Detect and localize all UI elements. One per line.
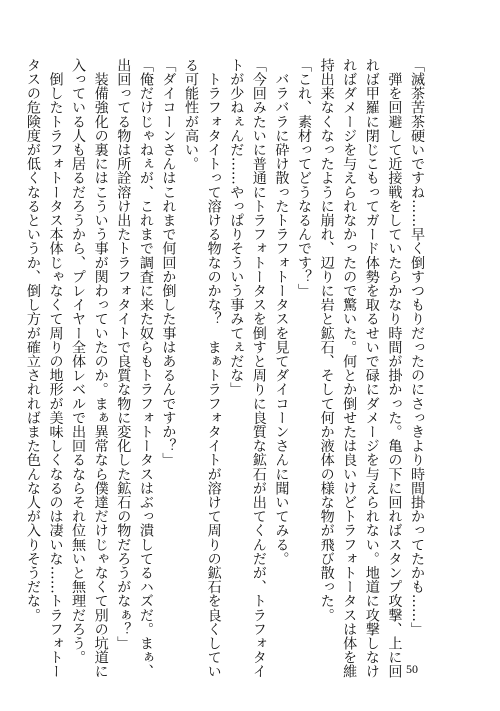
text-line: 倒したトラフォトータス本体じゃなくて周りの地形が美味しくなるのは凄いな……トラフォトー: [47, 58, 64, 679]
text-line: 弾を回避して近接戦をしていたらかなり時間が掛かった。亀の下に回ればスタンプ攻撃、上に回: [386, 58, 403, 679]
text-line: 「ダイコーンさんはこれまで何回か倒した事はあるんですか？」: [160, 58, 177, 467]
text-line: れば甲羅に閉じこもってガード体勢を取るせいで碌にダメージを与えられない。地道に攻撃しなけ: [363, 58, 380, 679]
text-line: トが少ねぇんだ……やっぱりそういう事みてぇだな」: [228, 58, 245, 397]
page-number: 50: [406, 662, 418, 676]
text-line: 「これ、素材ってどうなるんです？」: [296, 58, 313, 298]
text-line: 入っている人も居るだろうから、プレイヤー全体レベルで出回るならそれ位無いと無理だろう。: [70, 58, 87, 665]
text-line: 「滅茶苦茶硬いですね……早く倒すつもりだったのにさっきより時間掛かってたかも……」: [409, 58, 425, 637]
text-line: ればダメージを与えられなかったので驚いた。何とか倒せたは良いけどトラフォトータスは体を維: [341, 58, 358, 679]
text-line: バラバラに砕け散ったトラフォトータスを見てダイコーンさんに聞いてみる。: [273, 58, 290, 566]
text-line: トラフォタイトって溶ける物なのかな？ まぁトラフォタイトが溶けて周りの鉱石を良くしてい: [205, 58, 222, 679]
text-line: 「今回みたいに普通にトラフォトータスを倒すと周りに良質な鉱石が出てくんだが、トラフォタイ: [250, 58, 267, 679]
text-line: 「俺だけじゃねぇが、これまで調査に来た奴らもトラフォトータスはぶっ潰してるハズだ。まぁ、: [137, 58, 154, 679]
text-line: 持出来なくなったように崩れ、辺りに岩と鉱石、そして何か液体の様な物が飛び散った。: [318, 58, 335, 622]
text-line: る可能性が高い。: [183, 58, 200, 171]
text-line: 出回ってる物は所詮溶け出たトラフォタイトで良質な物に変化した鉱石の物だろうがなぁ？」: [115, 58, 132, 651]
text-line: 装備強化の裏にはこういう事が関わっていたのか。まぁ異常なら僕達だけじゃなくて別の坑道に: [92, 58, 109, 679]
text-line: タスの危険度が低くなるというか、倒し方が確立されればまた色んな人が入りそうだな。: [24, 58, 41, 622]
